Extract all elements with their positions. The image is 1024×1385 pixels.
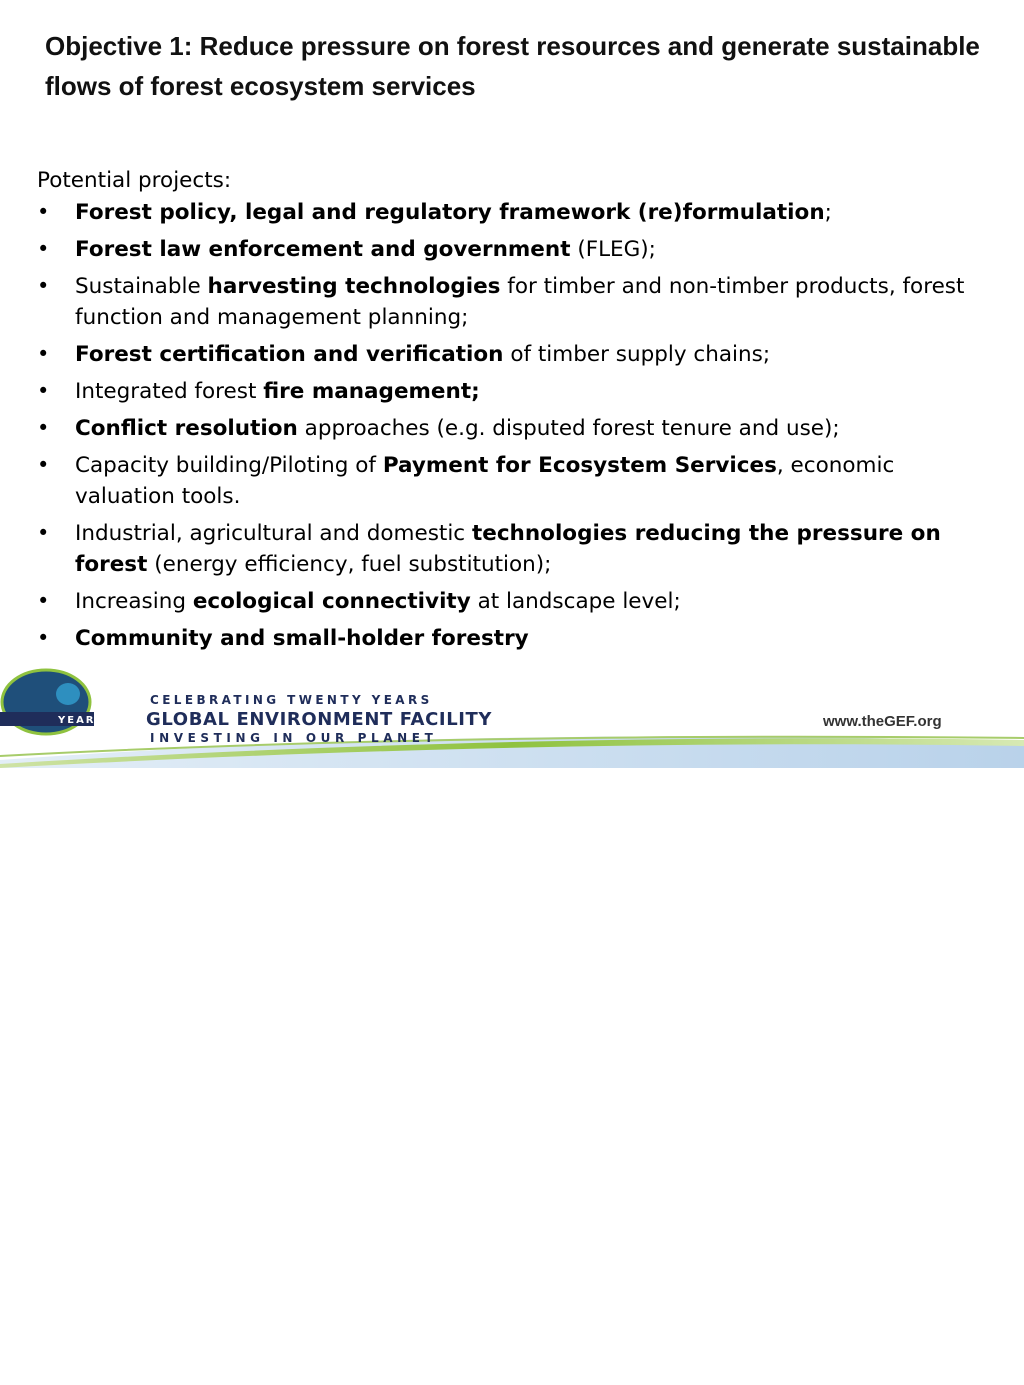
bullet-item bbox=[37, 234, 987, 265]
bullet-bold-text: ecological connectivity bbox=[192, 589, 471, 614]
bullet-text: ; bbox=[824, 200, 832, 225]
bullet-text: approaches (e.g. disputed forest tenure and use); bbox=[297, 416, 840, 441]
slide-body bbox=[37, 165, 987, 660]
bullet-text: , economic valuation tools. bbox=[75, 453, 895, 509]
footer-tagline-top: CELEBRATING TWENTY YEARS bbox=[150, 693, 433, 707]
bullet-item bbox=[37, 623, 987, 654]
bullet-bold-text: Community and small-holder forestry bbox=[75, 626, 529, 651]
bullet-bold-text: technologies reducing the pressure on forest bbox=[75, 521, 941, 577]
bullet-item bbox=[37, 413, 987, 444]
logo-number: 20 bbox=[52, 1340, 93, 1384]
bullet-text: Increasing bbox=[75, 589, 193, 614]
slide-title: Objective 1: Reduce pressure on forest resources and generate sustainable flows of forest ecosystem services bbox=[45, 31, 980, 101]
bullet-bold-text: Conflict resolution bbox=[75, 416, 298, 441]
bullet-list bbox=[37, 197, 987, 654]
bullet-text: for timber and non-timber products, forest function and management planning; bbox=[75, 274, 965, 330]
bullet-text: (FLEG); bbox=[570, 237, 656, 262]
bullet-bold-text: Payment for Ecosystem Services bbox=[382, 453, 777, 478]
bullet-item bbox=[37, 197, 987, 228]
bullet-item bbox=[37, 339, 987, 370]
bullet-bold-text: fire management; bbox=[263, 379, 480, 404]
bullet-item bbox=[37, 518, 987, 580]
bullet-item bbox=[37, 450, 987, 512]
intro-text: Potential projects: bbox=[37, 168, 232, 193]
bullet-bold-text: Forest law enforcement and government bbox=[75, 237, 571, 262]
footer-tagline-bottom: INVESTING IN OUR PLANET bbox=[150, 731, 438, 745]
bullet-text: (energy efficiency, fuel substitution); bbox=[147, 552, 552, 577]
logo-years-label: YEARS bbox=[58, 715, 105, 726]
footer-url: www.theGEF.org bbox=[823, 713, 942, 730]
bullet-text: at landscape level; bbox=[470, 589, 681, 614]
bullet-item bbox=[37, 271, 987, 333]
bullet-bold-text: Forest certification and verification bbox=[75, 342, 504, 367]
bullet-text: of timber supply chains; bbox=[503, 342, 771, 367]
bullet-item bbox=[37, 586, 987, 617]
footer-org-name: GLOBAL ENVIRONMENT FACILITY bbox=[146, 709, 493, 730]
bullet-text: Integrated forest bbox=[75, 379, 264, 404]
bullet-text: Sustainable bbox=[75, 274, 208, 299]
bullet-bold-text: harvesting technologies bbox=[207, 274, 501, 299]
bullet-bold-text: Forest policy, legal and regulatory framework (re)formulation bbox=[75, 200, 825, 225]
bullet-text: Capacity building/Piloting of bbox=[75, 453, 383, 478]
bullet-text: Industrial, agricultural and domestic bbox=[75, 521, 472, 546]
bullet-item bbox=[37, 376, 987, 407]
